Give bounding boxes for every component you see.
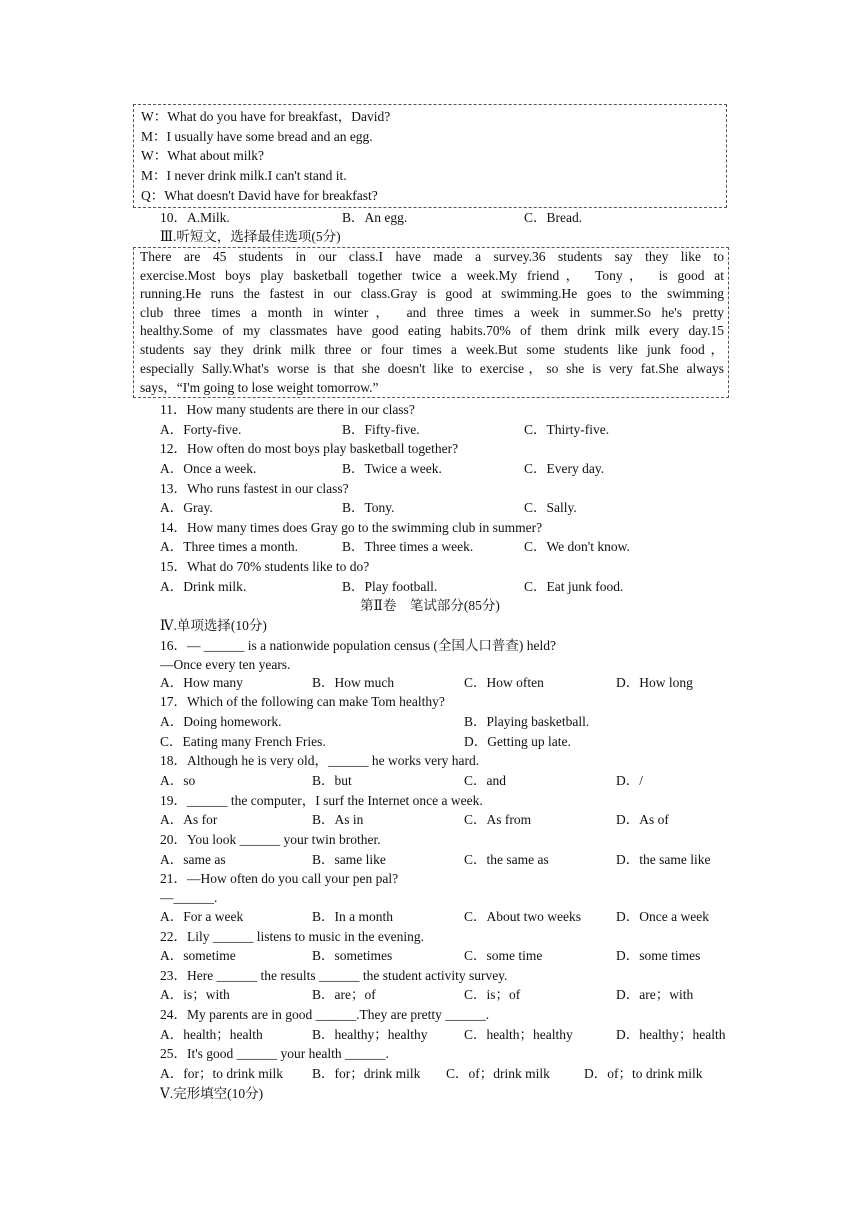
- q22-option-c: C．some time: [464, 948, 543, 963]
- q25-option-d: D．of；to drink milk: [584, 1066, 703, 1081]
- q14-option-a: A．Three times a month.: [160, 539, 298, 554]
- q24-option-a: A．health；health: [160, 1027, 263, 1042]
- passage-line-7: especially Sally.What's worse is that she doesn't like to exercise，so she is very fat.She always: [140, 361, 724, 376]
- section-5-title: Ⅴ.完形填空(10分): [160, 1086, 264, 1101]
- q19-option-a: A．As for: [160, 812, 218, 827]
- q24-option-d: D．healthy；health: [616, 1027, 726, 1042]
- q24-option-c: C．health；healthy: [464, 1027, 573, 1042]
- q16-option-c: C．How often: [464, 675, 544, 690]
- q23-option-d: D．are；with: [616, 987, 694, 1002]
- q13-option-b: B．Tony.: [342, 500, 395, 515]
- q20-option-d: D．the same like: [616, 852, 711, 867]
- dialogue-line-3: W：What about milk?: [141, 148, 264, 163]
- q13-stem: 13．Who runs fastest in our class?: [160, 481, 349, 496]
- q13-option-a: A．Gray.: [160, 500, 213, 515]
- passage-line-4: club three times a month in winter， and three times a week in summer.So he's pretty: [140, 305, 724, 320]
- q20-option-c: C．the same as: [464, 852, 549, 867]
- q16-option-a: A．How many: [160, 675, 243, 690]
- q18-option-a: A．so: [160, 773, 196, 788]
- q24-stem: 24．My parents are in good ______.They are pretty ______.: [160, 1007, 490, 1022]
- q13-option-c: C．Sally.: [524, 500, 577, 515]
- q23-option-a: A．is；with: [160, 987, 230, 1002]
- q23-option-b: B．are；of: [312, 987, 376, 1002]
- q17-stem: 17．Which of the following can make Tom healthy?: [160, 694, 445, 709]
- q25-option-a: A．for；to drink milk: [160, 1066, 283, 1081]
- q10-option-c: C．Bread.: [524, 210, 583, 225]
- dialogue-line-1: W：What do you have for breakfast，David?: [141, 109, 391, 124]
- q23-option-c: C．is；of: [464, 987, 521, 1002]
- q18-option-b: B．but: [312, 773, 352, 788]
- q25-option-b: B．for；drink milk: [312, 1066, 421, 1081]
- q21-option-b: B．In a month: [312, 909, 393, 924]
- section-3-title: Ⅲ.听短文，选择最佳选项(5分): [160, 229, 341, 244]
- q18-option-d: D．/: [616, 773, 643, 788]
- q16-option-b: B．How much: [312, 675, 395, 690]
- q17-option-a: A．Doing homework.: [160, 714, 282, 729]
- dialogue-line-4: M：I never drink milk.I can't stand it.: [141, 168, 347, 183]
- q16-stem: 16．— ______ is a nationwide population census (全国人口普查) held?: [160, 638, 556, 653]
- q14-option-b: B．Three times a week.: [342, 539, 474, 554]
- q17-option-c: C．Eating many French Fries.: [160, 734, 326, 749]
- q16-answer-line: —Once every ten years.: [160, 657, 291, 672]
- q14-stem: 14．How many times does Gray go to the swimming club in summer?: [160, 520, 543, 535]
- q21-answer-line: —______.: [160, 890, 218, 905]
- q21-option-c: C．About two weeks: [464, 909, 581, 924]
- q17-option-d: D．Getting up late.: [464, 734, 571, 749]
- q17-option-b: B．Playing basketball.: [464, 714, 590, 729]
- q22-stem: 22．Lily ______ listens to music in the evening.: [160, 929, 424, 944]
- passage-line-5: healthy.Some of my classmates have good eating habits.70% of them drink milk every day.15: [140, 323, 724, 338]
- q22-option-a: A．sometime: [160, 948, 236, 963]
- passage-line-2: exercise.Most boys play basketball together twice a week.My friend， Tony， is good at: [140, 268, 724, 283]
- q25-stem: 25．It's good ______ your health ______.: [160, 1046, 389, 1061]
- q11-option-c: C．Thirty-five.: [524, 422, 610, 437]
- q12-option-b: B．Twice a week.: [342, 461, 442, 476]
- q21-option-d: D．Once a week: [616, 909, 709, 924]
- section-4-title: Ⅳ.单项选择(10分): [160, 618, 267, 633]
- q25-option-c: C．of；drink milk: [446, 1066, 550, 1081]
- passage-line-1: There are 45 students in our class.I have made a survey.36 students say they like to: [140, 249, 724, 264]
- q11-option-b: B．Fifty-five.: [342, 422, 420, 437]
- q22-option-d: D．some times: [616, 948, 701, 963]
- q15-stem: 15．What do 70% students like to do?: [160, 559, 370, 574]
- passage-line-6: students say they drink milk three or four times a week.But some students like junk food，: [140, 342, 724, 357]
- q19-stem: 19．______ the computer，I surf the Internet once a week.: [160, 793, 483, 808]
- q20-option-a: A．same as: [160, 852, 226, 867]
- part-2-title: 第Ⅱ卷 笔试部分(85分): [360, 598, 500, 613]
- q15-option-b: B．Play football.: [342, 579, 438, 594]
- q16-option-d: D．How long: [616, 675, 693, 690]
- q15-option-c: C．Eat junk food.: [524, 579, 624, 594]
- q24-option-b: B．healthy；healthy: [312, 1027, 428, 1042]
- q12-option-a: A．Once a week.: [160, 461, 257, 476]
- q11-stem: 11．How many students are there in our class?: [160, 402, 415, 417]
- q21-stem: 21．—How often do you call your pen pal?: [160, 871, 399, 886]
- q19-option-c: C．As from: [464, 812, 532, 827]
- q10-stem: 10．A.Milk.: [160, 210, 230, 225]
- q10-option-b: B．An egg.: [342, 210, 408, 225]
- q19-option-b: B．As in: [312, 812, 364, 827]
- q21-option-a: A．For a week: [160, 909, 244, 924]
- passage-line-8: says，“I'm going to lose weight tomorrow.”: [140, 380, 379, 395]
- q20-option-b: B．same like: [312, 852, 386, 867]
- q18-stem: 18．Although he is very old，______ he works very hard.: [160, 753, 480, 768]
- q19-option-d: D．As of: [616, 812, 669, 827]
- dialogue-question: Q：What doesn't David have for breakfast?: [141, 188, 378, 203]
- q12-option-c: C．Every day.: [524, 461, 605, 476]
- q15-option-a: A．Drink milk.: [160, 579, 247, 594]
- passage-line-3: running.He runs the fastest in our class.Gray is good at swimming.He goes to the swimming: [140, 286, 724, 301]
- q14-option-c: C．We don't know.: [524, 539, 630, 554]
- q20-stem: 20．You look ______ your twin brother.: [160, 832, 381, 847]
- q22-option-b: B．sometimes: [312, 948, 393, 963]
- q18-option-c: C．and: [464, 773, 506, 788]
- q23-stem: 23．Here ______ the results ______ the student activity survey.: [160, 968, 508, 983]
- q12-stem: 12．How often do most boys play basketball together?: [160, 441, 459, 456]
- q11-option-a: A．Forty-five.: [160, 422, 242, 437]
- dialogue-line-2: M：I usually have some bread and an egg.: [141, 129, 373, 144]
